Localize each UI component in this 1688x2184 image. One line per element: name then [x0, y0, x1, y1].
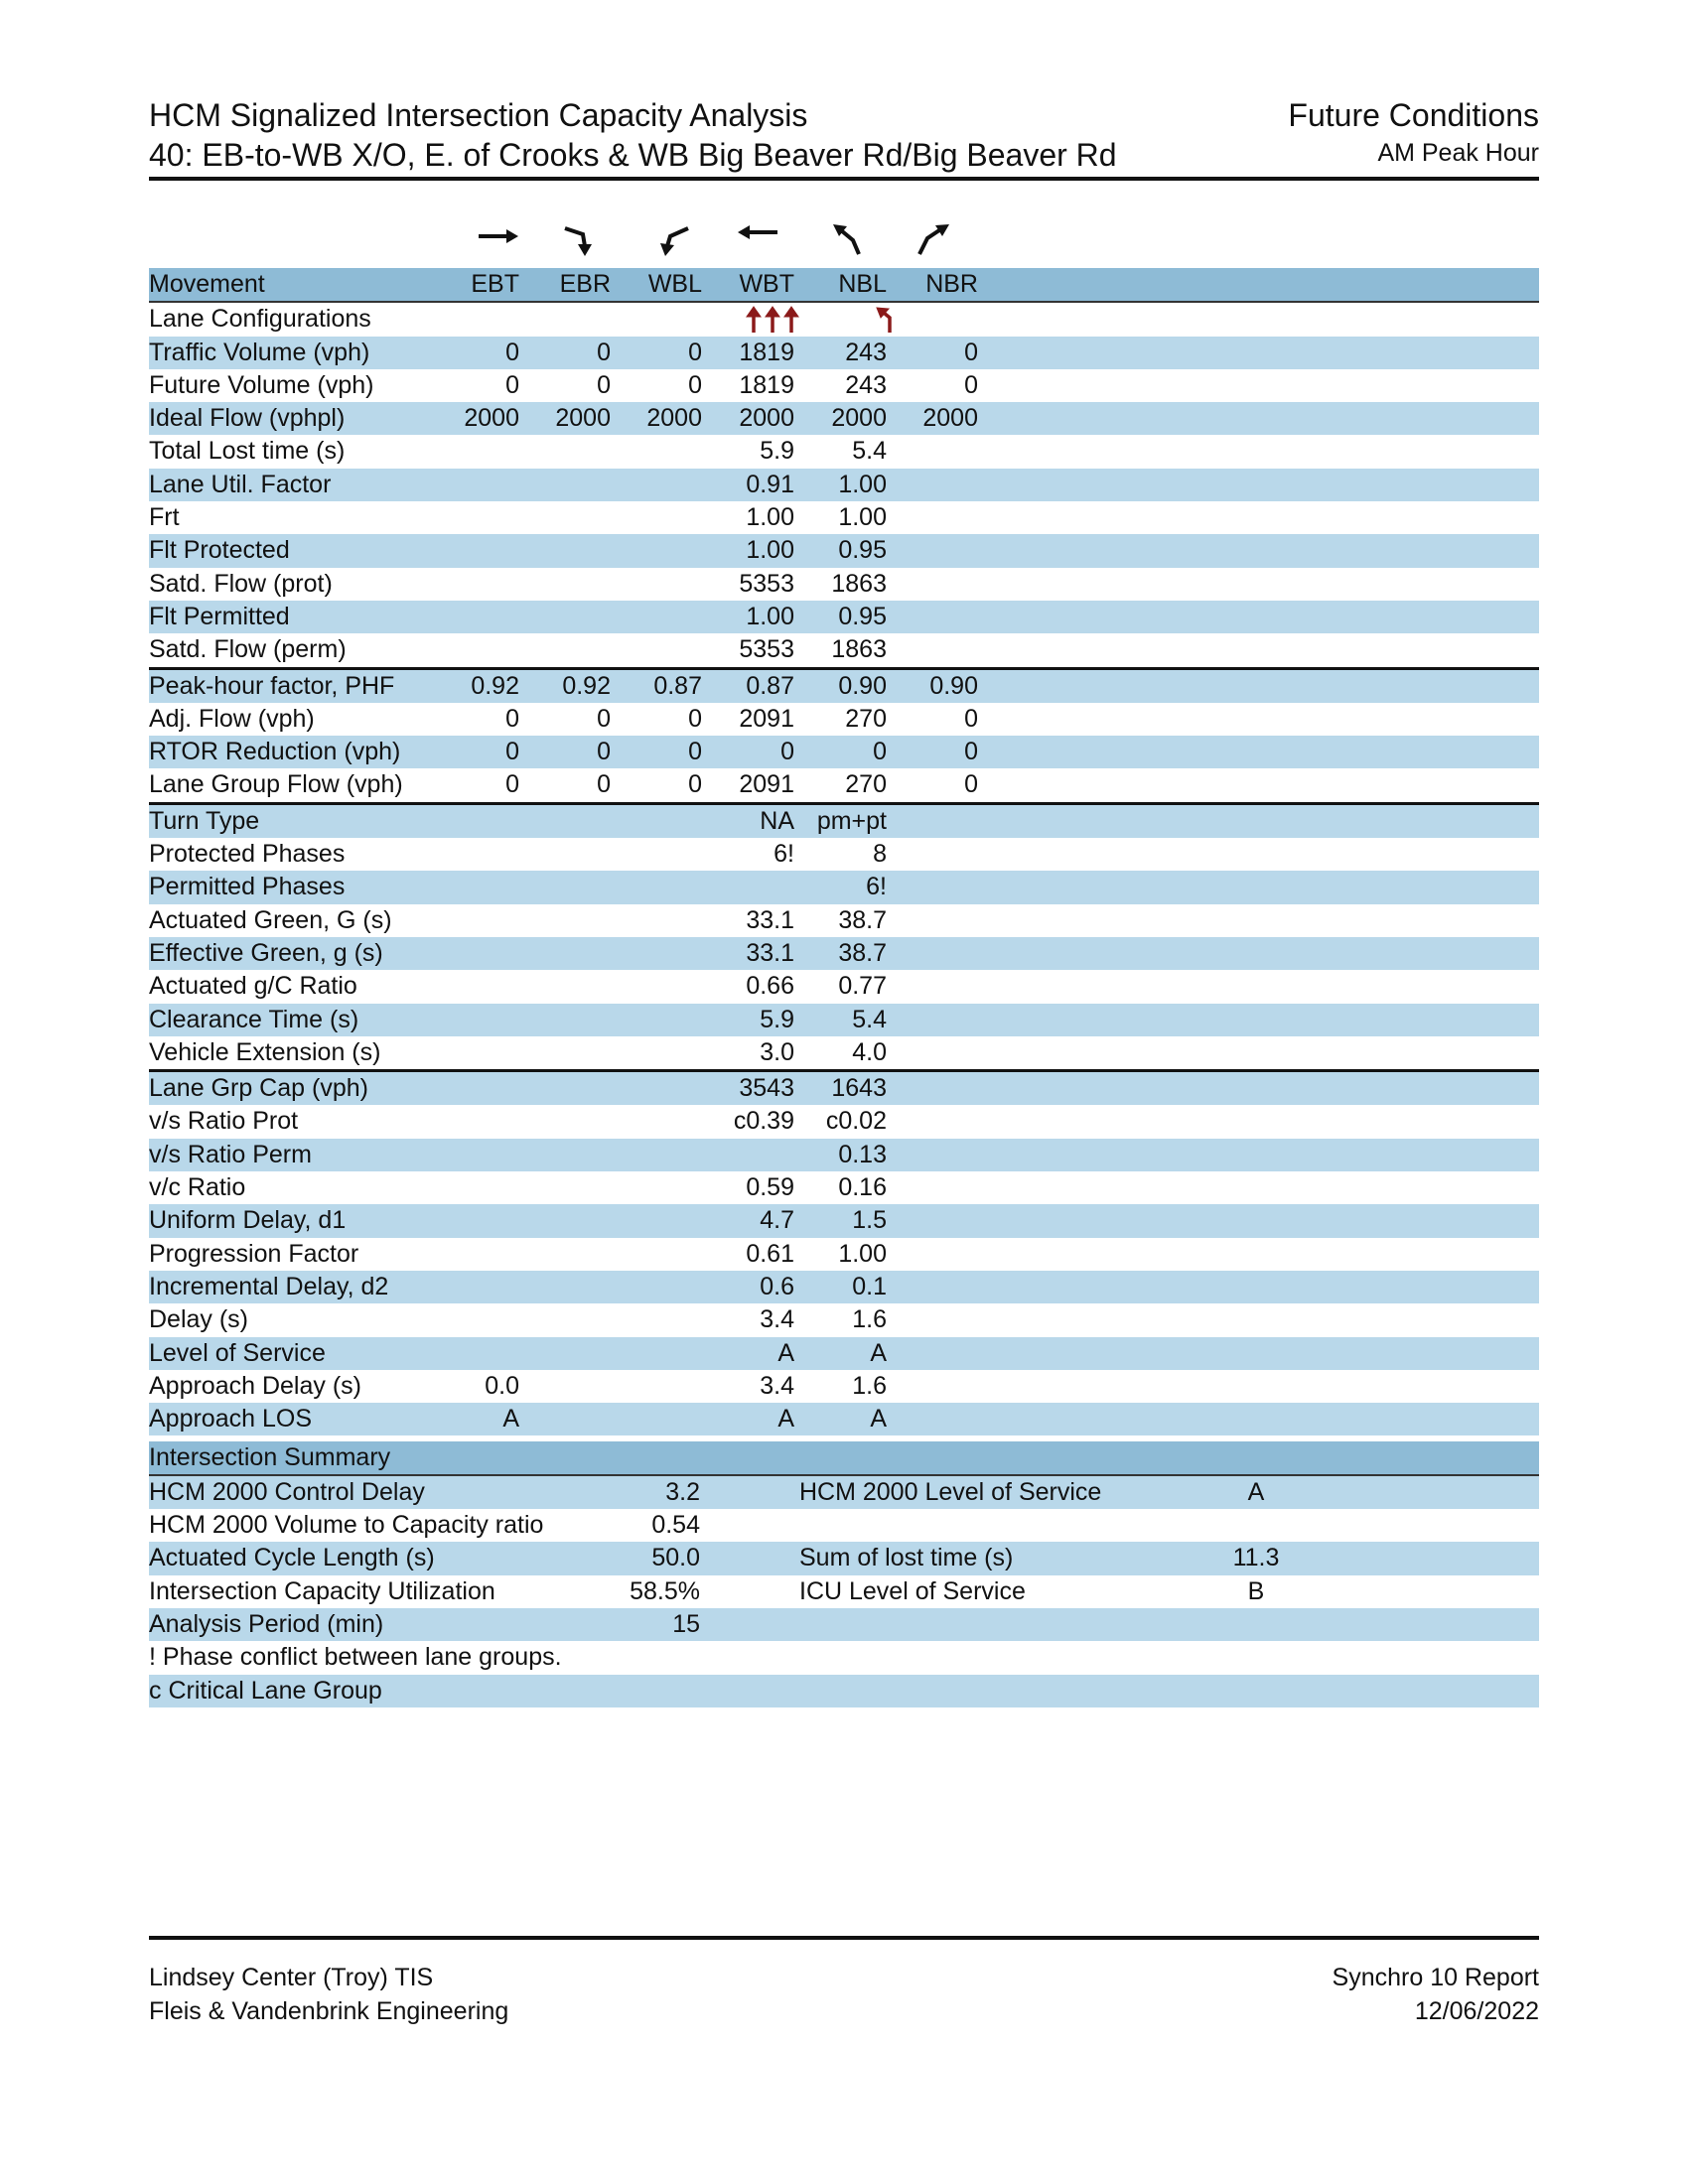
cell-nbl: 1.6 — [852, 1305, 887, 1334]
cell-ebt: 0 — [505, 770, 519, 799]
table-row — [149, 1370, 1539, 1403]
cell-wbl: 2000 — [646, 404, 702, 433]
row-label: Incremental Delay, d2 — [149, 1272, 389, 1300]
three-through-lanes-icon — [745, 306, 800, 334]
report-title: HCM Signalized Intersection Capacity Analysis — [149, 97, 808, 133]
row-label: Actuated g/C Ratio — [149, 972, 357, 1001]
footer-rule — [149, 1936, 1539, 1940]
cell-wbl: 0 — [688, 338, 702, 366]
cell-wbt: 5.9 — [760, 437, 794, 466]
report-date: 12/06/2022 — [1414, 1997, 1539, 2025]
col-wbt: WBT — [739, 270, 794, 298]
cell-wbt: 3.4 — [760, 1371, 794, 1400]
cell-wbt: 0 — [780, 738, 794, 766]
intersection-name: 40: EB-to-WB X/O, E. of Crooks & WB Big Beaver Rd/Big Beaver Rd — [149, 137, 1117, 173]
cell-wbt: A — [777, 1338, 794, 1367]
arrow-left-down-icon — [640, 206, 700, 266]
cell-wbt: 5353 — [739, 569, 794, 598]
cell-wbt: 3.0 — [760, 1037, 794, 1066]
cell-wbt: 3543 — [739, 1074, 794, 1103]
row-label: Future Volume (vph) — [149, 370, 374, 399]
summary-row — [149, 1641, 1539, 1674]
table-row — [149, 501, 1539, 534]
row-label: Approach Delay (s) — [149, 1371, 361, 1400]
cell-ebr: 2000 — [555, 404, 611, 433]
summary-row — [149, 1575, 1539, 1608]
table-row — [149, 871, 1539, 903]
row-label: Total Lost time (s) — [149, 437, 346, 466]
cell-wbl: 0 — [688, 704, 702, 733]
col-nbr: NBR — [925, 270, 978, 298]
summary-row — [149, 1476, 1539, 1509]
table-row — [149, 1105, 1539, 1138]
cell-wbl: 0 — [688, 770, 702, 799]
table-row — [149, 369, 1539, 402]
summary-label: Actuated Cycle Length (s) — [149, 1544, 435, 1572]
capacity-table — [149, 268, 1539, 1435]
cell-nbl: 270 — [845, 770, 887, 799]
arrow-left-icon — [730, 206, 789, 266]
row-label: Traffic Volume (vph) — [149, 338, 370, 366]
row-label: Effective Green, g (s) — [149, 938, 383, 967]
cell-nbr: 0 — [964, 370, 978, 399]
cell-nbl: 243 — [845, 370, 887, 399]
cell-ebt: 2000 — [464, 404, 519, 433]
table-row — [149, 402, 1539, 435]
cell-wbt: 0.91 — [746, 470, 794, 498]
cell-ebt: 0 — [505, 338, 519, 366]
cell-wbt: 4.7 — [760, 1206, 794, 1235]
cell-nbl: pm+pt — [816, 806, 887, 835]
firm-name: Fleis & Vandenbrink Engineering — [149, 1997, 509, 2025]
cell-wbl: 0 — [688, 370, 702, 399]
cell-ebt: 0 — [505, 704, 519, 733]
cell-wbt: 2091 — [739, 770, 794, 799]
cell-nbr: 0.90 — [929, 671, 978, 700]
cell-wbt: 5353 — [739, 635, 794, 664]
cell-wbt: 0.87 — [746, 671, 794, 700]
row-label: Delay (s) — [149, 1305, 249, 1334]
cell-nbl: 2000 — [831, 404, 887, 433]
table-row — [149, 568, 1539, 601]
table-row — [149, 601, 1539, 633]
arrow-right-icon — [467, 206, 526, 266]
cell-ebt: 0.0 — [485, 1371, 519, 1400]
table-row — [149, 1271, 1539, 1303]
table-row — [149, 904, 1539, 937]
cell-nbl: 1.00 — [838, 1239, 887, 1268]
cell-wbl: 0 — [688, 738, 702, 766]
summary-value-2: B — [1247, 1576, 1265, 1605]
table-row — [149, 1004, 1539, 1036]
summary-row — [149, 1608, 1539, 1641]
lane-config-row — [149, 303, 1539, 336]
cell-wbt: 33.1 — [746, 938, 794, 967]
footer-right — [1333, 1961, 1539, 2028]
cell-nbl: 5.4 — [852, 1005, 887, 1033]
row-label: Permitted Phases — [149, 873, 346, 901]
table-row — [149, 1403, 1539, 1435]
summary-label: ! Phase conflict between lane groups. — [149, 1643, 562, 1672]
cell-nbl: 0.1 — [852, 1272, 887, 1300]
cell-nbl: 0 — [873, 738, 887, 766]
cell-ebt: 0 — [505, 738, 519, 766]
table-row — [149, 337, 1539, 369]
table-row — [149, 534, 1539, 567]
cell-wbt: 0.66 — [746, 972, 794, 1001]
summary-label: HCM 2000 Volume to Capacity ratio — [149, 1511, 544, 1540]
cell-ebt: 0.92 — [471, 671, 519, 700]
cell-wbt: 0.6 — [760, 1272, 794, 1300]
col-ebt: EBT — [471, 270, 519, 298]
row-label: Satd. Flow (perm) — [149, 635, 347, 664]
cell-nbl: 38.7 — [838, 938, 887, 967]
row-label: Level of Service — [149, 1338, 326, 1367]
row-label: Flt Protected — [149, 536, 290, 565]
movement-arrows — [149, 206, 1539, 266]
cell-nbl: 0.77 — [838, 972, 887, 1001]
cell-nbr: 0 — [964, 738, 978, 766]
cell-nbl: 5.4 — [852, 437, 887, 466]
cell-ebr: 0 — [597, 338, 611, 366]
summary-header-row — [149, 1441, 1539, 1476]
cell-nbl: 0.13 — [838, 1140, 887, 1168]
cell-nbl: 0.90 — [838, 671, 887, 700]
table-row — [149, 1036, 1539, 1069]
summary-label-2: ICU Level of Service — [799, 1576, 1026, 1605]
report-page — [149, 97, 1539, 1705]
summary-value-2: A — [1247, 1477, 1265, 1506]
cell-ebr: 0 — [597, 370, 611, 399]
cell-wbl: 0.87 — [653, 671, 702, 700]
arrow-up-right-icon — [904, 206, 963, 266]
row-label: RTOR Reduction (vph) — [149, 738, 401, 766]
lane-config-label: Lane Configurations — [149, 305, 371, 334]
row-label: Lane Util. Factor — [149, 470, 332, 498]
cell-nbl: 1863 — [831, 569, 887, 598]
row-label: Lane Grp Cap (vph) — [149, 1074, 368, 1103]
summary-value: 15 — [672, 1609, 700, 1638]
cell-nbr: 0 — [964, 770, 978, 799]
summary-label: Intersection Capacity Utilization — [149, 1576, 495, 1605]
table-row — [149, 1069, 1539, 1105]
row-label: Vehicle Extension (s) — [149, 1037, 381, 1066]
row-label: Actuated Green, G (s) — [149, 905, 392, 934]
row-label: Turn Type — [149, 806, 260, 835]
summary-title: Intersection Summary — [149, 1442, 391, 1471]
row-label: Progression Factor — [149, 1239, 359, 1268]
cell-wbt: 1819 — [739, 370, 794, 399]
cell-nbl: 1.5 — [852, 1206, 887, 1235]
cell-nbl: c0.02 — [825, 1107, 887, 1136]
cell-wbt: 5.9 — [760, 1005, 794, 1033]
cell-wbt: 1.00 — [746, 503, 794, 532]
row-label: Ideal Flow (vphpl) — [149, 404, 346, 433]
cell-nbl: 4.0 — [852, 1037, 887, 1066]
table-row — [149, 937, 1539, 970]
cell-ebr: 0 — [597, 704, 611, 733]
cell-wbt: NA — [760, 806, 794, 835]
row-label: v/s Ratio Prot — [149, 1107, 299, 1136]
cell-nbl: 0.95 — [838, 602, 887, 630]
cell-wbt: 2000 — [739, 404, 794, 433]
row-label: Uniform Delay, d1 — [149, 1206, 347, 1235]
header-rule — [149, 177, 1539, 181]
cell-ebr: 0 — [597, 738, 611, 766]
summary-row — [149, 1509, 1539, 1542]
cell-wbt: 3.4 — [760, 1305, 794, 1334]
cell-nbl: 38.7 — [838, 905, 887, 934]
cell-nbl: 1.00 — [838, 503, 887, 532]
col-nbl: NBL — [838, 270, 887, 298]
table-row — [149, 435, 1539, 468]
movement-label: Movement — [149, 270, 265, 298]
table-row — [149, 838, 1539, 871]
table-row — [149, 703, 1539, 736]
left-turn-lane-icon — [872, 306, 902, 334]
table-row — [149, 1204, 1539, 1237]
cell-nbl: 243 — [845, 338, 887, 366]
summary-value: 50.0 — [651, 1544, 700, 1572]
cell-wbt: 6! — [774, 840, 794, 869]
summary-value-2: 11.3 — [1232, 1544, 1280, 1572]
cell-ebt: 0 — [505, 370, 519, 399]
summary-label: Analysis Period (min) — [149, 1609, 384, 1638]
row-label: Protected Phases — [149, 840, 346, 869]
col-wbl: WBL — [647, 270, 702, 298]
row-label: v/c Ratio — [149, 1173, 246, 1202]
table-row — [149, 1171, 1539, 1204]
cell-nbl: 1.6 — [852, 1371, 887, 1400]
row-label: Flt Permitted — [149, 602, 290, 630]
table-row — [149, 667, 1539, 703]
arrow-right-down-icon — [551, 206, 611, 266]
cell-ebt: A — [502, 1405, 519, 1433]
cell-wbt: c0.39 — [733, 1107, 794, 1136]
cell-nbl: 0.95 — [838, 536, 887, 565]
cell-nbl: 270 — [845, 704, 887, 733]
table-row — [149, 633, 1539, 666]
summary-value: 0.54 — [651, 1511, 700, 1540]
cell-nbl: 0.16 — [838, 1173, 887, 1202]
cell-wbt: A — [777, 1405, 794, 1433]
table-row — [149, 970, 1539, 1003]
summary-label-2: HCM 2000 Level of Service — [799, 1477, 1102, 1506]
row-label: Adj. Flow (vph) — [149, 704, 315, 733]
cell-nbr: 2000 — [922, 404, 978, 433]
table-row — [149, 1337, 1539, 1370]
cell-ebr: 0 — [597, 770, 611, 799]
table-row — [149, 1303, 1539, 1336]
summary-row — [149, 1675, 1539, 1707]
cell-nbl: 6! — [866, 873, 887, 901]
row-label: v/s Ratio Perm — [149, 1140, 312, 1168]
cell-wbt: 1.00 — [746, 602, 794, 630]
table-row — [149, 1238, 1539, 1271]
report-header — [149, 97, 1539, 177]
project-name: Lindsey Center (Troy) TIS — [149, 1964, 434, 1991]
table-row — [149, 469, 1539, 501]
cell-nbl: 1.00 — [838, 470, 887, 498]
intersection-summary — [149, 1441, 1539, 1707]
cell-nbl: A — [870, 1405, 887, 1433]
summary-value: 3.2 — [665, 1477, 700, 1506]
cell-wbt: 1.00 — [746, 536, 794, 565]
summary-label: HCM 2000 Control Delay — [149, 1477, 425, 1506]
footer-left — [149, 1961, 508, 2028]
cell-wbt: 33.1 — [746, 905, 794, 934]
cell-wbt: 2091 — [739, 704, 794, 733]
row-label: Frt — [149, 503, 180, 532]
table-row — [149, 736, 1539, 768]
row-label: Peak-hour factor, PHF — [149, 671, 395, 700]
cell-nbr: 0 — [964, 704, 978, 733]
col-ebr: EBR — [559, 270, 611, 298]
arrow-up-left-icon — [819, 206, 879, 266]
summary-value: 58.5% — [630, 1576, 700, 1605]
table-row — [149, 1139, 1539, 1171]
peak-period: AM Peak Hour — [1377, 139, 1539, 167]
movement-header-row — [149, 268, 1539, 303]
scenario-name: Future Conditions — [1288, 97, 1539, 133]
summary-label-2: Sum of lost time (s) — [799, 1544, 1014, 1572]
summary-label: c Critical Lane Group — [149, 1676, 382, 1705]
row-label: Clearance Time (s) — [149, 1005, 359, 1033]
summary-row — [149, 1542, 1539, 1574]
cell-wbt: 1819 — [739, 338, 794, 366]
cell-nbl: 1863 — [831, 635, 887, 664]
report-source: Synchro 10 Report — [1332, 1964, 1539, 1991]
cell-nbr: 0 — [964, 338, 978, 366]
cell-nbl: 8 — [873, 840, 887, 869]
row-label: Lane Group Flow (vph) — [149, 770, 403, 799]
row-label: Satd. Flow (prot) — [149, 569, 333, 598]
table-row — [149, 802, 1539, 838]
table-row — [149, 768, 1539, 801]
cell-nbl: 1643 — [831, 1074, 887, 1103]
cell-nbl: A — [870, 1338, 887, 1367]
row-label: Approach LOS — [149, 1405, 312, 1433]
cell-wbt: 0.59 — [746, 1173, 794, 1202]
cell-ebr: 0.92 — [562, 671, 611, 700]
cell-wbt: 0.61 — [746, 1239, 794, 1268]
